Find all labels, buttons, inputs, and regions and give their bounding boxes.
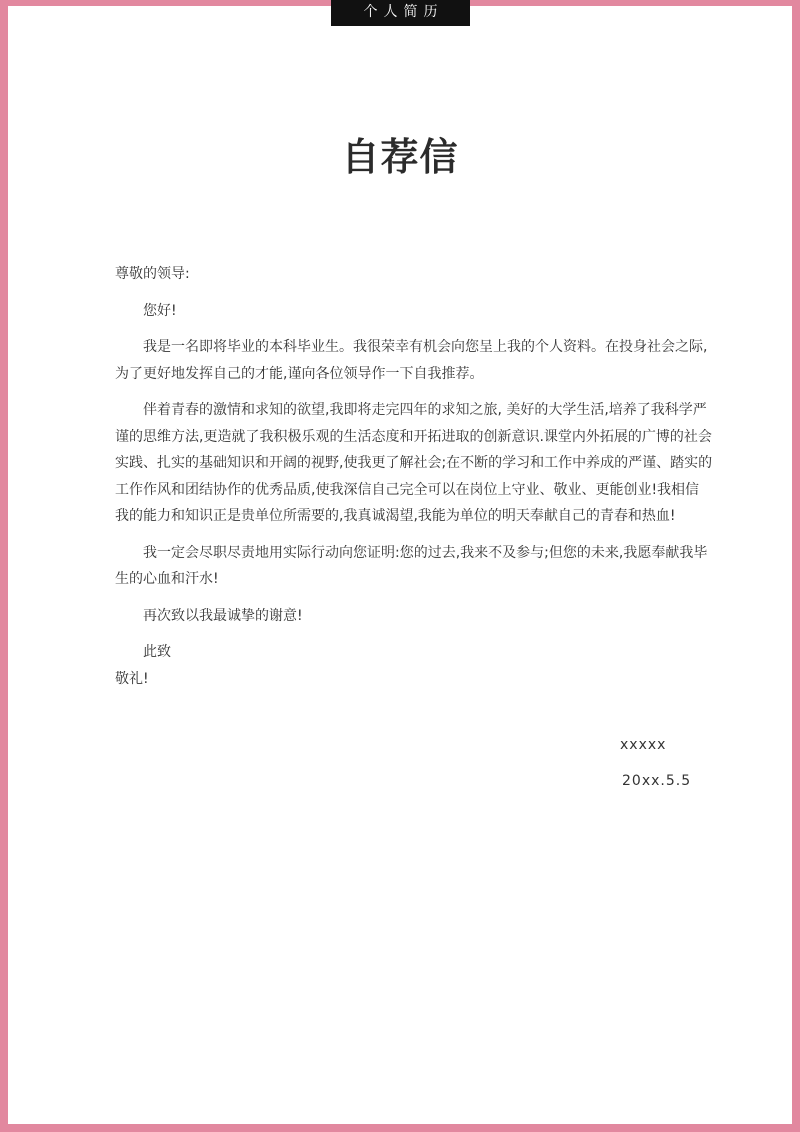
header-tab: 个人简历 xyxy=(331,0,470,26)
date: 20xx.5.5 xyxy=(622,773,692,789)
letter-body xyxy=(115,261,713,692)
paragraph-thanks: 再次致以我最诚挚的谢意! xyxy=(143,607,303,624)
document-title: 自荐信 xyxy=(341,135,459,179)
paragraph-intro: 我是一名即将毕业的本科毕业生。我很荣幸有机会向您呈上我的个人资料。在投身社会之际,为了更好地发挥自己的才能,谨向各位领导作一下自我推荐。 xyxy=(115,339,708,382)
closing-line-1: 此致 xyxy=(143,644,171,660)
greeting: 您好! xyxy=(143,302,177,319)
closing-line-2: 敬礼! xyxy=(115,670,149,687)
paragraph-commitment: 我一定会尽职尽责地用实际行动向您证明:您的过去,我来不及参与;但您的未来,我愿奉献我毕生的心血和汗水! xyxy=(115,544,708,587)
paragraph-experience: 伴着青春的激情和求知的欲望,我即将走完四年的求知之旅, 美好的大学生活,培养了我科学严谨的思维方法,更造就了我积极乐观的生活态度和开拓进取的创新意识.课堂内外拓展的广博的社会实践、扎实的基础知识和开阔的视野,使我更了解社会;在不断的学习和工作中养成的严谨、踏实的工作作风和团结协作的优秀品质,使我深信自己完全可以在岗位上守业、敬业、更能创业!我相信我的能力和知识正是贵单位所需要的,我真诚渴望,我能为单位的明天奉献自己的青春和热血! xyxy=(115,402,713,524)
salutation: 尊敬的领导: xyxy=(115,266,190,282)
signature: xxxxx xyxy=(620,737,667,753)
